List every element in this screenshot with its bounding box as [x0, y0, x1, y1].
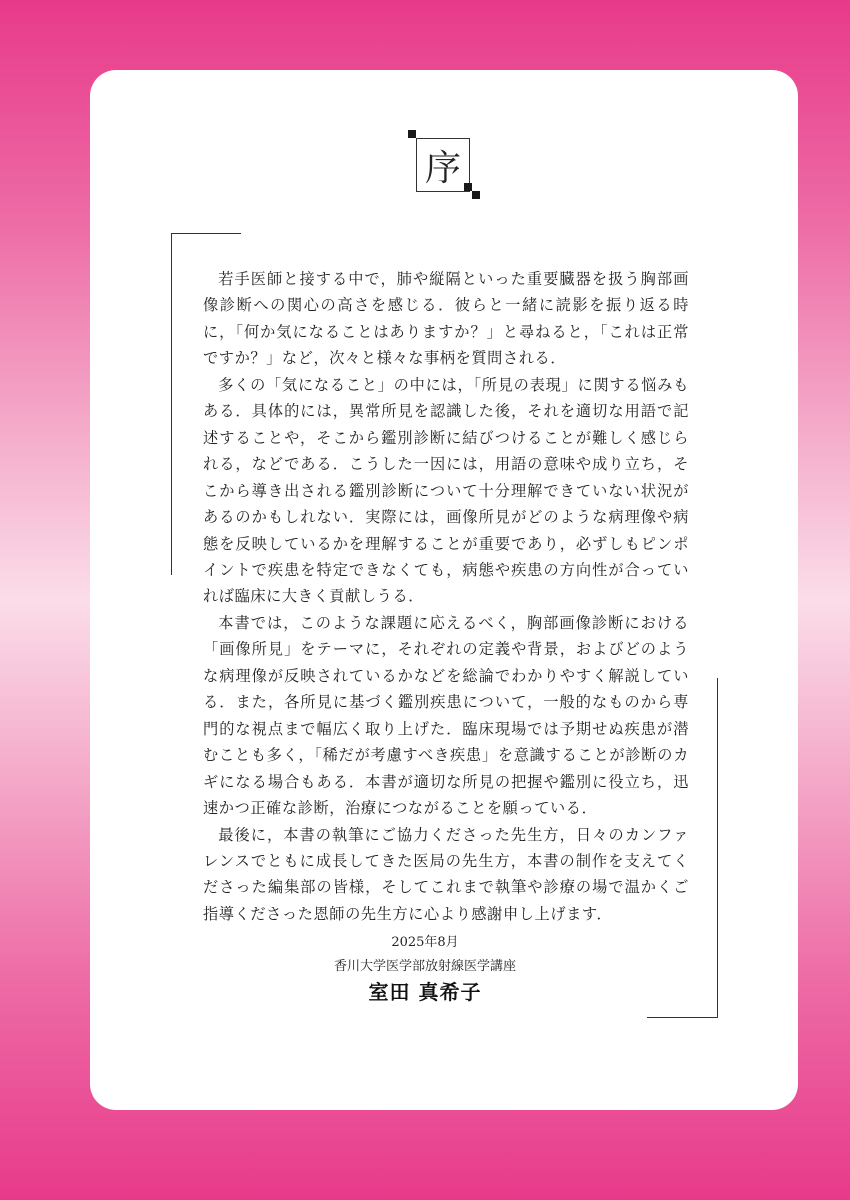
preface-body: [203, 266, 689, 927]
affiliation: 香川大学医学部放射線医学講座: [333, 959, 516, 974]
bracket-top-left: [171, 233, 241, 234]
paragraph: 最後に，本書の執筆にご協力くださった先生方，日々のカンファレンスでともに成長してきた医局の先生方，本書の制作を支えてくださった編集部の皆様，そしてこれまで執筆や診療の場で温かくご指導くださった恩師の先生方に心より感謝申し上げます．: [203, 825, 689, 923]
paragraph: 本書では，このような課題に応えるべく，胸部画像診断における「画像所見」をテーマに，それぞれの定義や背景，およびどのような病理像が反映されているかなどを総論でわかりやすく解説している．また，各所見に基づく鑑別疾患について，一般的なものから専門的な視点まで幅広く取り上げた．臨床現場では予期せぬ疾患が潜むことも多く，「稀だが考慮すべき疾患」を意識することが診断のカギになる場合もある．本書が適切な所見の把握や鑑別に役立ち，迅速かつ正確な診断，治療につながることを願っている．: [203, 613, 689, 818]
title-decoration-square: [472, 191, 480, 199]
author-name: 室田 真希子: [368, 980, 482, 1004]
title-decoration-square: [408, 130, 416, 138]
title-decoration-square: [464, 183, 472, 191]
paragraph: 多くの「気になること」の中には，「所見の表現」に関する悩みもある．具体的には，異常所見を認識した後，それを適切な用語で記述することや，そこから鑑別診断に結びつけることが難しく感じられる，などである．こうした一因には，用語の意味や成り立ち，そこから導き出される鑑別診断について十分理解できていない状況があるのかもしれない．実際には，画像所見がどのような病理像や病態を反映しているかを理解することが重要であり，必ずしもピンポイントで疾患を特定できなくても，病態や疾患の方向性が合っていれば臨床に大きく貢献しうる．: [203, 375, 689, 606]
date: 2025年8月: [391, 935, 459, 950]
bracket-top-left: [171, 233, 172, 575]
bracket-bottom-right: [647, 1017, 718, 1018]
paragraph: 若手医師と接する中で，肺や縦隔といった重要臓器を扱う胸部画像診断への関心の高さを感じる．彼らと一緒に読影を振り返る時に，「何か気になることはありますか？」と尋ねると，「これは正常ですか？」など，次々と様々な事柄を質問される．: [203, 270, 689, 368]
page-title: 序: [416, 138, 470, 192]
